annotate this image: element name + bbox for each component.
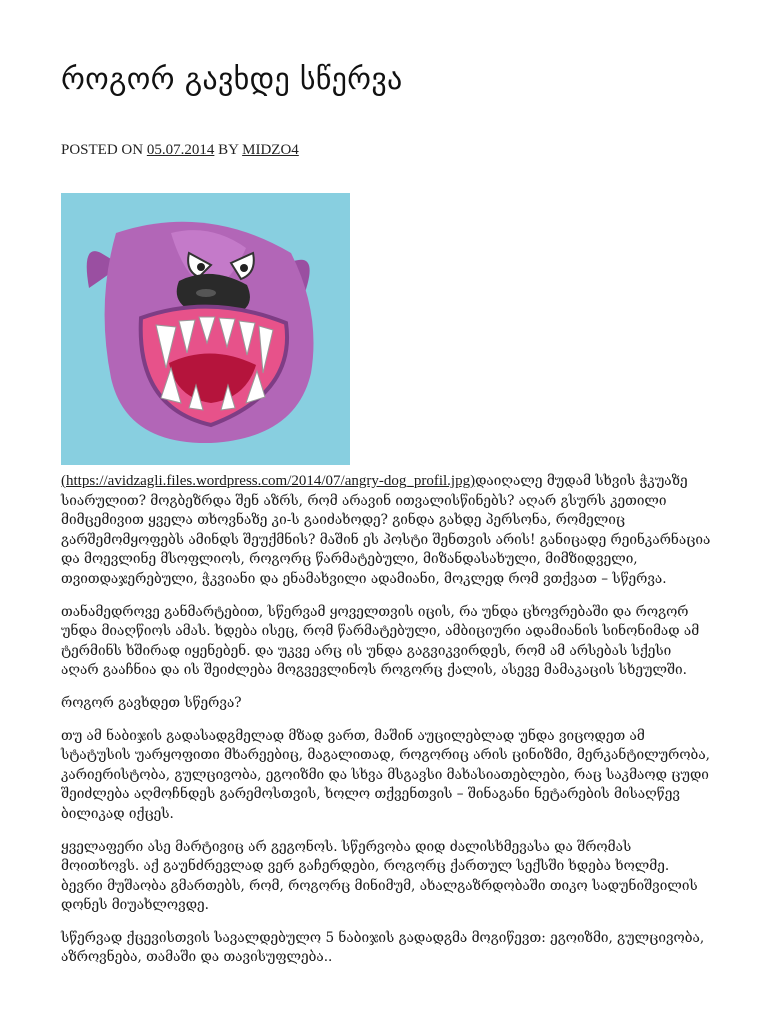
post-meta xyxy=(61,142,299,159)
paragraph-6: სწერვად ქცევისთვის სავალდებულო 5 ნაბიჯის გადადგმა მოგიწევთ: ეგოიზმი, გულცივობა, აზროვნება, თამაში და თავისუფლება.. xyxy=(61,929,705,966)
paragraph-1 xyxy=(61,472,711,590)
paragraph-5: ყველაფერი ასე მარტივიც არ გეგონოს. სწერვობა დიდ ძალისხმევასა და შრომას მოითხოვს. აქ გაუნძრევლად ვერ გაჩერდები, როგორც ქართულ სექსში ხდება ხოლმე. ბევრი მუშაობა გმართებს, რომ, როგორც მინიმუმ, ახალგაზრდობაში თიკო სადუნიშვილის დონეს მიუახლოვდე. xyxy=(61,838,698,914)
author-link[interactable]: MIDZO4 xyxy=(242,142,299,158)
paragraph-2: თანამედროვე განმარტებით, სწერვამ ყოველთვის იცის, რა უნდა ცხოვრებაში და როგორ უნდა მიაღწიოს ამას. ხდება ისეც, რომ წარმატებული, ამბიციური ადამიანის სინონიმად ამ ტერმინს ხშირად იყენებენ. და უკვე არც ის უნდა გაგვიკვირდეს, რომ ამ არსებას სქესი აღარ გააჩნია და ის შეიძლება მოგვევლინოს როგორც ქალის, ასევე მამაკაცის სხეულში. xyxy=(61,603,700,679)
angry-dog-icon xyxy=(61,193,350,465)
by-label: BY xyxy=(218,142,239,158)
paragraph-3: როგორ გავხდეთ სწერვა? xyxy=(61,694,242,711)
post-title: როგორ გავხდე სწერვა xyxy=(61,62,403,97)
post-content xyxy=(61,472,711,981)
paragraph-1-text: დაიღალე მუდამ სხვის ჭკუაზე სიარულით? მოგბეზრდა შენ აზრს, რომ არავინ ითვალისწინებს? აღარ გსურს კეთილი მიმცემივით ყველა თხოვნაზე კი-ს გაიძახოდე? გინდა გახდე პერსონა, რომელიც გარშემომყოფებს ამინდს შეუქმნის? მაშინ ეს პოსტი შენთვის არის! განიცადე რეინკარნაცია და მოევლინე მსოფლიოს, როგორც წარმატებული, მიზანდასახული, მიმზიდველი, თვითდაჯერებული, ჭკვიანი და ენამახვილი ადამიანი, მოკლედ რომ ვთქვათ – სწერვა. xyxy=(61,473,711,587)
post-date-link[interactable]: 05.07.2014 xyxy=(146,142,215,158)
posted-on-label: POSTED ON xyxy=(61,142,144,158)
paragraph-4: თუ ამ ნაბიჯის გადასადგმელად მზად ვართ, მაშინ აუცილებლად უნდა ვიცოდეთ ამ სტატუსის უარყოფითი მხარეებიც, მაგალითად, როგორიც არის ცინიზმი, მერკანტილურობა, კარიერისტობა, გულცივობა, ეგოიზმი და სხვა მსგავსი მახასიათებლები, რაც საკმაოდ ცუდი შეიძლება აღმოჩნდეს გარემოსთვის, ხოლო თქვენთვის – შინაგანი ნეტარების მისაღწევ ბილიკად იქცეს. xyxy=(61,727,710,822)
image-source-link[interactable]: (https://avidzagli.files.wordpress.com/2014/07/angry-dog_profil.jpg) xyxy=(61,473,476,489)
angry-dog-image[interactable] xyxy=(61,193,350,465)
